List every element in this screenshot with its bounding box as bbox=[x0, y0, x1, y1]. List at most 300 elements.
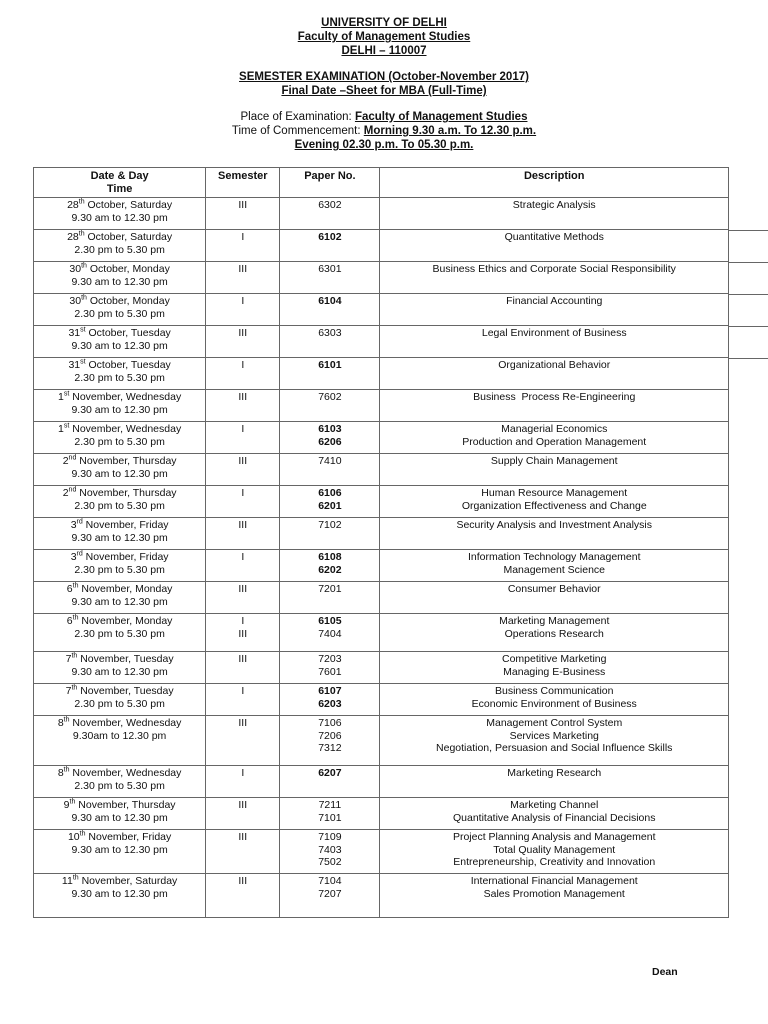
exam-time: 9.30 am to 12.30 pm bbox=[71, 843, 168, 856]
semester-cell bbox=[206, 652, 280, 684]
paper-title: Strategic Analysis bbox=[512, 199, 596, 211]
time-evening: Evening 02.30 p.m. To 05.30 p.m. bbox=[294, 139, 474, 151]
paper-title: Management Science bbox=[503, 563, 606, 576]
semester-value: I bbox=[241, 231, 245, 243]
description-cell bbox=[380, 390, 729, 422]
day-ordinal: th bbox=[79, 830, 86, 838]
day-ordinal: rd bbox=[76, 518, 83, 526]
table-row bbox=[34, 684, 729, 716]
paper-no-cell bbox=[280, 422, 380, 454]
dean-signature: Dean bbox=[652, 966, 678, 978]
date-day-text bbox=[36, 327, 203, 340]
description-cell bbox=[380, 422, 729, 454]
month-weekday: November, Thursday bbox=[76, 455, 177, 467]
date-time-cell bbox=[34, 294, 206, 326]
exam-time: 2.30 pm to 5.30 pm bbox=[74, 371, 165, 384]
exam-time: 9.30 am to 12.30 pm bbox=[71, 531, 168, 544]
description-cell bbox=[380, 294, 729, 326]
date-day-text bbox=[36, 717, 203, 730]
place-line bbox=[0, 110, 768, 124]
month-weekday: October, Saturday bbox=[84, 231, 173, 243]
semester-cell bbox=[206, 358, 280, 390]
time-line bbox=[0, 124, 768, 138]
day-number: 9 bbox=[63, 799, 70, 811]
exam-time: 2.30 pm to 5.30 pm bbox=[74, 779, 165, 792]
day-ordinal: st bbox=[63, 422, 70, 430]
table-row bbox=[34, 766, 729, 798]
description-cell bbox=[380, 830, 729, 874]
day-ordinal: th bbox=[81, 262, 87, 270]
month-weekday: November, Friday bbox=[82, 519, 169, 531]
table-row bbox=[34, 358, 729, 390]
month-weekday: November, Monday bbox=[78, 615, 173, 627]
row-rule-extension bbox=[729, 358, 768, 359]
description-cell bbox=[380, 198, 729, 230]
semester-value: III bbox=[238, 653, 248, 665]
date-day-text bbox=[36, 487, 203, 500]
sheet-title: Final Date –Sheet for MBA (Full-Time) bbox=[281, 85, 487, 97]
paper-number: 6203 bbox=[318, 697, 342, 710]
day-ordinal: th bbox=[78, 198, 85, 206]
paper-title: Organizational Behavior bbox=[498, 359, 611, 371]
paper-number: 7201 bbox=[318, 583, 342, 595]
paper-no-cell bbox=[280, 716, 380, 766]
day-ordinal: th bbox=[72, 874, 79, 882]
header-date-label: Date & Day bbox=[90, 170, 149, 182]
table-row bbox=[34, 294, 729, 326]
date-day-text bbox=[36, 831, 203, 844]
semester-cell bbox=[206, 830, 280, 874]
paper-title: Managing E-Business bbox=[503, 665, 606, 678]
paper-title: Production and Operation Management bbox=[462, 435, 647, 448]
exam-time: 9.30 am to 12.30 pm bbox=[71, 467, 168, 480]
date-time-cell bbox=[34, 230, 206, 262]
row-rule-extension bbox=[729, 230, 768, 231]
date-time-cell bbox=[34, 874, 206, 918]
exam-time: 9.30 am to 12.30 pm bbox=[71, 275, 168, 288]
semester-cell bbox=[206, 486, 280, 518]
date-time-cell bbox=[34, 716, 206, 766]
paper-number: 7206 bbox=[318, 729, 342, 742]
paper-no-cell bbox=[280, 550, 380, 582]
paper-no-cell bbox=[280, 198, 380, 230]
day-ordinal: st bbox=[63, 390, 70, 398]
paper-title: Managerial Economics bbox=[501, 423, 608, 435]
row-rule-extension bbox=[729, 262, 768, 263]
exam-schedule-table bbox=[33, 167, 729, 918]
schedule-body bbox=[34, 198, 729, 918]
paper-title: Operations Research bbox=[504, 627, 604, 640]
semester-cell bbox=[206, 262, 280, 294]
date-day-text bbox=[36, 231, 203, 244]
semester-value: III bbox=[238, 627, 248, 640]
table-row bbox=[34, 454, 729, 486]
semester-cell bbox=[206, 390, 280, 422]
paper-number: 7101 bbox=[318, 811, 342, 824]
day-number: 6 bbox=[66, 583, 73, 595]
semester-value: III bbox=[238, 875, 248, 887]
day-number: 8 bbox=[57, 767, 64, 779]
paper-no-cell bbox=[280, 390, 380, 422]
table-row bbox=[34, 422, 729, 454]
day-number: 28 bbox=[67, 231, 79, 243]
table-row bbox=[34, 518, 729, 550]
semester-value: I bbox=[241, 551, 245, 563]
month-weekday: November, Wednesday bbox=[69, 391, 182, 403]
day-number: 7 bbox=[65, 653, 72, 665]
exam-time: 9.30 am to 12.30 pm bbox=[71, 887, 168, 900]
paper-title: Quantitative Methods bbox=[504, 231, 604, 243]
paper-title: Supply Chain Management bbox=[490, 455, 618, 467]
paper-number: 7106 bbox=[318, 717, 342, 729]
date-day-text bbox=[36, 767, 203, 780]
day-number: 11 bbox=[61, 875, 73, 887]
paper-no-cell bbox=[280, 582, 380, 614]
exam-title: SEMESTER EXAMINATION (October-November 2017) bbox=[239, 71, 529, 83]
table-row bbox=[34, 798, 729, 830]
month-weekday: November, Wednesday bbox=[69, 717, 182, 729]
semester-value: I bbox=[241, 685, 245, 697]
date-day-text bbox=[36, 653, 203, 666]
paper-number: 6303 bbox=[318, 327, 342, 339]
month-weekday: November, Monday bbox=[78, 583, 173, 595]
paper-number: 6202 bbox=[318, 563, 342, 576]
description-cell bbox=[380, 798, 729, 830]
description-cell bbox=[380, 652, 729, 684]
header-time-label: Time bbox=[106, 183, 133, 195]
day-number: 2 bbox=[62, 487, 69, 499]
header-semester: Semester bbox=[206, 168, 280, 198]
header-date-time bbox=[34, 168, 206, 198]
date-day-text bbox=[36, 875, 203, 888]
semester-cell bbox=[206, 874, 280, 918]
description-cell bbox=[380, 326, 729, 358]
day-ordinal: th bbox=[71, 684, 78, 692]
day-number: 31 bbox=[68, 359, 81, 371]
description-cell bbox=[380, 230, 729, 262]
paper-title: Competitive Marketing bbox=[502, 653, 607, 665]
description-cell bbox=[380, 716, 729, 766]
semester-cell bbox=[206, 518, 280, 550]
semester-cell bbox=[206, 198, 280, 230]
semester-cell bbox=[206, 454, 280, 486]
semester-value: I bbox=[241, 359, 245, 371]
paper-title: Quantitative Analysis of Financial Decisions bbox=[452, 811, 656, 824]
description-cell bbox=[380, 582, 729, 614]
date-time-cell bbox=[34, 798, 206, 830]
table-row bbox=[34, 830, 729, 874]
day-ordinal: th bbox=[71, 652, 78, 660]
paper-title: Economic Environment of Business bbox=[471, 697, 637, 710]
paper-number: 6302 bbox=[318, 199, 342, 211]
paper-number: 7602 bbox=[318, 391, 342, 403]
month-weekday: October, Tuesday bbox=[85, 327, 171, 339]
paper-number: 6108 bbox=[318, 551, 342, 563]
paper-no-cell bbox=[280, 486, 380, 518]
semester-cell bbox=[206, 614, 280, 652]
date-day-text bbox=[36, 615, 203, 628]
header-paper-no: Paper No. bbox=[280, 168, 380, 198]
header-description: Description bbox=[380, 168, 729, 198]
date-day-text bbox=[36, 519, 203, 532]
semester-value: III bbox=[238, 327, 248, 339]
paper-number: 6106 bbox=[318, 487, 342, 499]
paper-number: 6103 bbox=[318, 423, 342, 435]
month-weekday: October, Tuesday bbox=[85, 359, 171, 371]
semester-cell bbox=[206, 230, 280, 262]
table-row bbox=[34, 550, 729, 582]
semester-cell bbox=[206, 684, 280, 716]
date-day-text bbox=[36, 295, 203, 308]
paper-title: Sales Promotion Management bbox=[483, 887, 625, 900]
exam-time: 2.30 pm to 5.30 pm bbox=[74, 697, 165, 710]
day-number: 6 bbox=[66, 615, 73, 627]
day-number: 3 bbox=[70, 551, 77, 563]
semester-value: III bbox=[238, 391, 248, 403]
date-time-cell bbox=[34, 652, 206, 684]
place-label: Place of Examination: bbox=[240, 111, 355, 123]
paper-number: 7109 bbox=[318, 831, 342, 843]
date-day-text bbox=[36, 359, 203, 372]
month-weekday: November, Wednesday bbox=[69, 423, 182, 435]
exam-time: 9.30 am to 12.30 pm bbox=[71, 665, 168, 678]
exam-time: 9.30am to 12.30 pm bbox=[72, 729, 167, 742]
paper-title: Marketing Research bbox=[507, 767, 602, 779]
paper-no-cell bbox=[280, 830, 380, 874]
semester-cell bbox=[206, 798, 280, 830]
semester-cell bbox=[206, 716, 280, 766]
university-name: UNIVERSITY OF DELHI bbox=[321, 17, 447, 29]
date-day-text bbox=[36, 391, 203, 404]
table-row bbox=[34, 874, 729, 918]
table-row bbox=[34, 390, 729, 422]
paper-no-cell bbox=[280, 358, 380, 390]
paper-title: Marketing Channel bbox=[510, 799, 599, 811]
exam-time: 2.30 pm to 5.30 pm bbox=[74, 563, 165, 576]
month-weekday: November, Friday bbox=[82, 551, 169, 563]
semester-value: III bbox=[238, 717, 248, 729]
description-cell bbox=[380, 550, 729, 582]
table-row bbox=[34, 582, 729, 614]
day-number: 8 bbox=[57, 717, 64, 729]
semester-value: I bbox=[241, 615, 245, 627]
exam-time: 2.30 pm to 5.30 pm bbox=[74, 243, 165, 256]
date-day-text bbox=[36, 799, 203, 812]
month-weekday: November, Thursday bbox=[75, 799, 176, 811]
date-day-text bbox=[36, 423, 203, 436]
paper-no-cell bbox=[280, 798, 380, 830]
month-weekday: October, Monday bbox=[86, 295, 170, 307]
day-number: 30 bbox=[69, 295, 82, 307]
semester-cell bbox=[206, 326, 280, 358]
semester-cell bbox=[206, 550, 280, 582]
paper-no-cell bbox=[280, 262, 380, 294]
table-row bbox=[34, 614, 729, 652]
paper-title: Business Ethics and Corporate Social Responsibility bbox=[432, 263, 676, 275]
paper-title: Security Analysis and Investment Analysis bbox=[456, 519, 652, 531]
month-weekday: October, Monday bbox=[86, 263, 170, 275]
exam-time: 2.30 pm to 5.30 pm bbox=[74, 499, 165, 512]
paper-number: 7404 bbox=[318, 627, 342, 640]
paper-number: 7502 bbox=[318, 856, 342, 868]
semester-value: I bbox=[241, 767, 245, 779]
exam-time: 9.30 am to 12.30 pm bbox=[71, 211, 168, 224]
day-ordinal: st bbox=[80, 326, 86, 334]
description-cell bbox=[380, 486, 729, 518]
paper-no-cell bbox=[280, 230, 380, 262]
exam-time: 2.30 pm to 5.30 pm bbox=[74, 307, 165, 320]
month-weekday: November, Tuesday bbox=[77, 685, 174, 697]
paper-title: Marketing Management bbox=[499, 615, 610, 627]
day-number: 3 bbox=[70, 519, 77, 531]
semester-value: III bbox=[238, 199, 248, 211]
table-row bbox=[34, 486, 729, 518]
date-time-cell bbox=[34, 358, 206, 390]
paper-title: Legal Environment of Business bbox=[481, 327, 627, 339]
month-weekday: November, Tuesday bbox=[77, 653, 174, 665]
row-rule-extension bbox=[729, 326, 768, 327]
month-weekday: November, Friday bbox=[85, 831, 172, 843]
date-time-cell bbox=[34, 422, 206, 454]
day-number: 30 bbox=[69, 263, 82, 275]
exam-time: 2.30 pm to 5.30 pm bbox=[74, 627, 165, 640]
description-cell bbox=[380, 358, 729, 390]
paper-number: 6104 bbox=[318, 295, 342, 307]
semester-value: III bbox=[238, 799, 248, 811]
date-time-cell bbox=[34, 614, 206, 652]
day-number: 7 bbox=[65, 685, 72, 697]
date-time-cell bbox=[34, 390, 206, 422]
date-day-text bbox=[36, 583, 203, 596]
description-cell bbox=[380, 262, 729, 294]
paper-number: 7410 bbox=[318, 455, 342, 467]
paper-number: 6206 bbox=[318, 435, 342, 448]
time-morning: Morning 9.30 a.m. To 12.30 p.m. bbox=[363, 125, 537, 137]
paper-no-cell bbox=[280, 614, 380, 652]
exam-time: 2.30 pm to 5.30 pm bbox=[74, 435, 165, 448]
month-weekday: November, Wednesday bbox=[69, 767, 182, 779]
paper-number: 7207 bbox=[318, 887, 342, 900]
paper-number: 6301 bbox=[318, 263, 342, 275]
day-ordinal: th bbox=[63, 766, 70, 774]
description-cell bbox=[380, 614, 729, 652]
date-time-cell bbox=[34, 684, 206, 716]
date-day-text bbox=[36, 685, 203, 698]
table-row bbox=[34, 198, 729, 230]
day-number: 31 bbox=[68, 327, 81, 339]
paper-title: Negotiation, Persuasion and Social Influence Skills bbox=[436, 742, 673, 754]
place-value: Faculty of Management Studies bbox=[354, 111, 528, 123]
table-row bbox=[34, 652, 729, 684]
date-time-cell bbox=[34, 518, 206, 550]
paper-number: 7403 bbox=[318, 843, 342, 856]
description-cell bbox=[380, 684, 729, 716]
paper-number: 7211 bbox=[318, 799, 342, 811]
semester-cell bbox=[206, 294, 280, 326]
paper-number: 7601 bbox=[318, 665, 342, 678]
paper-title: Management Control System bbox=[486, 717, 623, 729]
paper-number: 6102 bbox=[318, 231, 342, 243]
description-cell bbox=[380, 766, 729, 798]
city-pin: DELHI – 110007 bbox=[341, 45, 427, 57]
paper-number: 6105 bbox=[318, 615, 342, 627]
date-time-cell bbox=[34, 454, 206, 486]
semester-cell bbox=[206, 582, 280, 614]
paper-title: Organization Effectiveness and Change bbox=[461, 499, 647, 512]
paper-number: 6207 bbox=[318, 767, 342, 779]
day-ordinal: nd bbox=[68, 486, 77, 494]
day-ordinal: th bbox=[63, 716, 70, 724]
day-number: 2 bbox=[62, 455, 69, 467]
date-time-cell bbox=[34, 198, 206, 230]
day-number: 28 bbox=[67, 199, 79, 211]
paper-title: Information Technology Management bbox=[467, 551, 641, 563]
paper-no-cell bbox=[280, 874, 380, 918]
paper-no-cell bbox=[280, 652, 380, 684]
paper-no-cell bbox=[280, 766, 380, 798]
table-header-row bbox=[34, 168, 729, 198]
month-weekday: November, Thursday bbox=[76, 487, 177, 499]
day-ordinal: th bbox=[72, 582, 79, 590]
semester-value: I bbox=[241, 295, 245, 307]
semester-value: III bbox=[238, 263, 248, 275]
date-time-cell bbox=[34, 326, 206, 358]
date-day-text bbox=[36, 455, 203, 468]
month-weekday: October, Saturday bbox=[84, 199, 173, 211]
date-day-text bbox=[36, 263, 203, 276]
exam-time: 9.30 am to 12.30 pm bbox=[71, 403, 168, 416]
semester-value: III bbox=[238, 831, 248, 843]
paper-no-cell bbox=[280, 684, 380, 716]
paper-no-cell bbox=[280, 518, 380, 550]
table-row bbox=[34, 262, 729, 294]
description-cell bbox=[380, 518, 729, 550]
semester-value: III bbox=[238, 455, 248, 467]
paper-number: 7104 bbox=[318, 875, 342, 887]
day-number: 1 bbox=[58, 423, 64, 435]
day-number: 10 bbox=[67, 831, 80, 843]
date-time-cell bbox=[34, 262, 206, 294]
date-time-cell bbox=[34, 830, 206, 874]
paper-no-cell bbox=[280, 326, 380, 358]
paper-title: Entrepreneurship, Creativity and Innovation bbox=[453, 856, 656, 868]
day-ordinal: rd bbox=[76, 550, 83, 558]
date-day-text bbox=[36, 199, 203, 212]
paper-number: 7312 bbox=[318, 742, 342, 754]
semester-cell bbox=[206, 766, 280, 798]
date-time-cell bbox=[34, 766, 206, 798]
faculty-name: Faculty of Management Studies bbox=[297, 31, 471, 43]
paper-title: Human Resource Management bbox=[481, 487, 628, 499]
paper-number: 7203 bbox=[318, 653, 342, 665]
paper-number: 6101 bbox=[318, 359, 342, 371]
paper-no-cell bbox=[280, 454, 380, 486]
semester-cell bbox=[206, 422, 280, 454]
paper-title: Project Planning Analysis and Management bbox=[452, 831, 656, 843]
date-time-cell bbox=[34, 582, 206, 614]
paper-title: International Financial Management bbox=[470, 875, 638, 887]
table-row bbox=[34, 230, 729, 262]
month-weekday: November, Saturday bbox=[78, 875, 178, 887]
paper-title: Total Quality Management bbox=[493, 843, 616, 856]
document-header bbox=[0, 16, 768, 152]
semester-value: III bbox=[238, 519, 248, 531]
day-number: 1 bbox=[58, 391, 64, 403]
day-ordinal: nd bbox=[68, 454, 77, 462]
table-row bbox=[34, 716, 729, 766]
day-ordinal: th bbox=[69, 798, 76, 806]
paper-number: 7102 bbox=[318, 519, 342, 531]
